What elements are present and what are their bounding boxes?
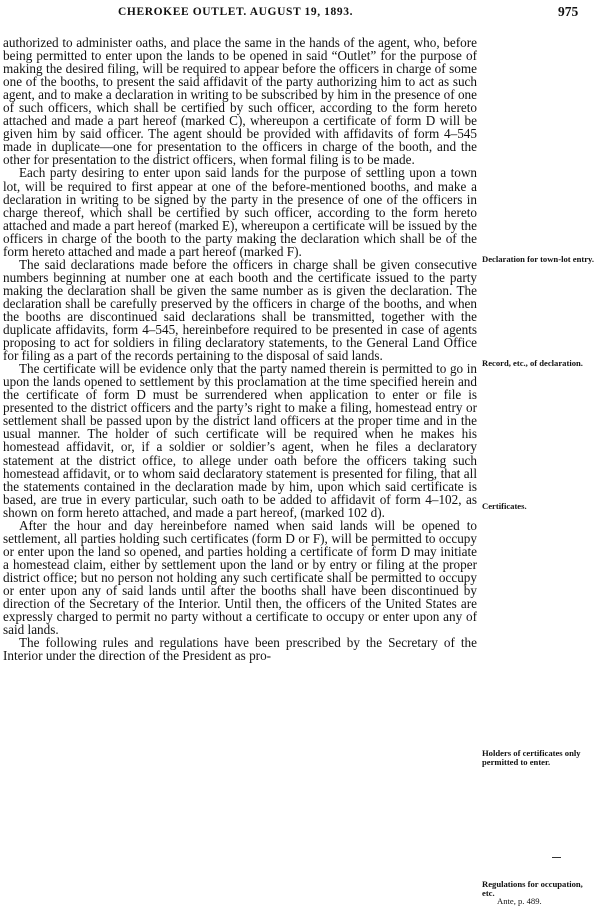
page-header [0, 4, 600, 24]
paragraph-town-lot-declaration: Each party desiring to enter upon said lands for the purpose of settling upon a town lot, will be required to first appear at one of the before-mentioned booths, and make a declaration in writing to be signed by the party in the presence of one of the officers in charge thereof, which shall be certified by such officer, according to the form hereto attached and made a part hereof (marked E), whereupon a certificate will be issued by the officers in charge of the booth to the party making the declaration which shall be of the form hereto attached and made a part hereof (marked F). [3, 165, 477, 259]
main-text-column [3, 36, 477, 662]
paragraph-certificates: The certificate will be evidence only that the party named therein is permitted to go in upon the lands opened to settlement by this proclamation at the time specified herein and the certificate of form D must be surrendered when application to enter or file is presented to the district officers and the party’s right to make a filing, homestead entry or settlement shall be passed upon by the district land officers at the proper time and in the usual manner. The holder of such certificate will be required when he makes his homestead affidavit, or, if a soldier or soldier’s agent, when he files a declaratory statement at the district office, to allege under oath before the officers taking such homestead affidavit, or to whom said declaratory statement is presented for filing, that all the statements contained in the declaration made by him, upon which said certificate is based, are true in every particular, such oath to be added to affidavit of form 4–102, as shown on form hereto attached, and made a part hereof, (marked 102 d). [3, 361, 477, 520]
running-head: CHEROKEE OUTLET. AUGUST 19, 1893. [118, 6, 354, 18]
paragraph-certificate-holders: After the hour and day hereinbefore named when said lands will be opened to settlement, all parties holding such certificates (form D or F), will be permitted to occupy or enter upon the land so opened, and parties holding a certificate of form D may initiate a homestead claim, either by settlement upon the land or by entry or filing at the proper district office; but no person not holding any such certificate shall be permitted to occupy or enter upon any of said lands until after the booths shall have been discontinued by direction of the Secretary of the Interior. Until then, the officers of the United States are expressly charged to permit no party without a certificate to occupy or enter upon any of said lands. [3, 517, 477, 638]
paragraph-declaration-records: The said declarations made before the officers in charge shall be given consecutive numbers beginning at number one at each booth and the certificate issued to the party making the declaration shall be given the same number as is given the declaration. The declaration shall be carefully preserved by the officers in charge of the booths, and when the booths are discontinued said declarations shall be transmitted, together with the duplicate affidavits, form 4–545, hereinbefore required to be presented in case of agents proposing to act for soldiers in filing declaratory statements, to the General Land Office for filing as a part of the records pertaining to the disposal of said lands. [3, 256, 477, 364]
margin-note-record: Record, etc., of declaration. [482, 358, 583, 368]
paragraph-regulations: The following rules and regulations have been prescribed by the Secretary of the Interior under the direction of the President as pro- [3, 635, 477, 664]
page-number: 975 [558, 4, 579, 19]
margin-note-holders: Holders of certificates only permitted to enter. [482, 748, 581, 768]
margin-note-reference: Ante, p. 489. [497, 896, 542, 906]
paragraph-agent-affidavit: authorized to administer oaths, and place the same in the hands of the agent, who, before being permitted to enter upon the lands to be opened in said “Outlet” for the purpose of making the desired filing, will be required to appear before the officers in charge of some one of the booths, to present the said affidavit of the party authorizing him to act as such agent, and to make a declaration in writing to be subscribed by him in the presence of one of such officers, which shall be certified by such officer, according to the form hereto attached and made a part hereof (marked C), whereupon a certificate of form D will be given him by said officer. The agent should be provided with affidavits of form 4–545 made in duplicate—one for presentation to the officers in charge of the booth, and the other for presentation to the district officers, when formal filing is to be made. [3, 35, 477, 168]
margin-note-certificates: Certificates. [482, 501, 527, 511]
margin-note-regulations: Regulations for occupation, etc. [482, 879, 583, 899]
margin-note-town-lot: Declaration for town-lot entry. [482, 254, 595, 264]
margin-dash-mark [552, 857, 561, 858]
